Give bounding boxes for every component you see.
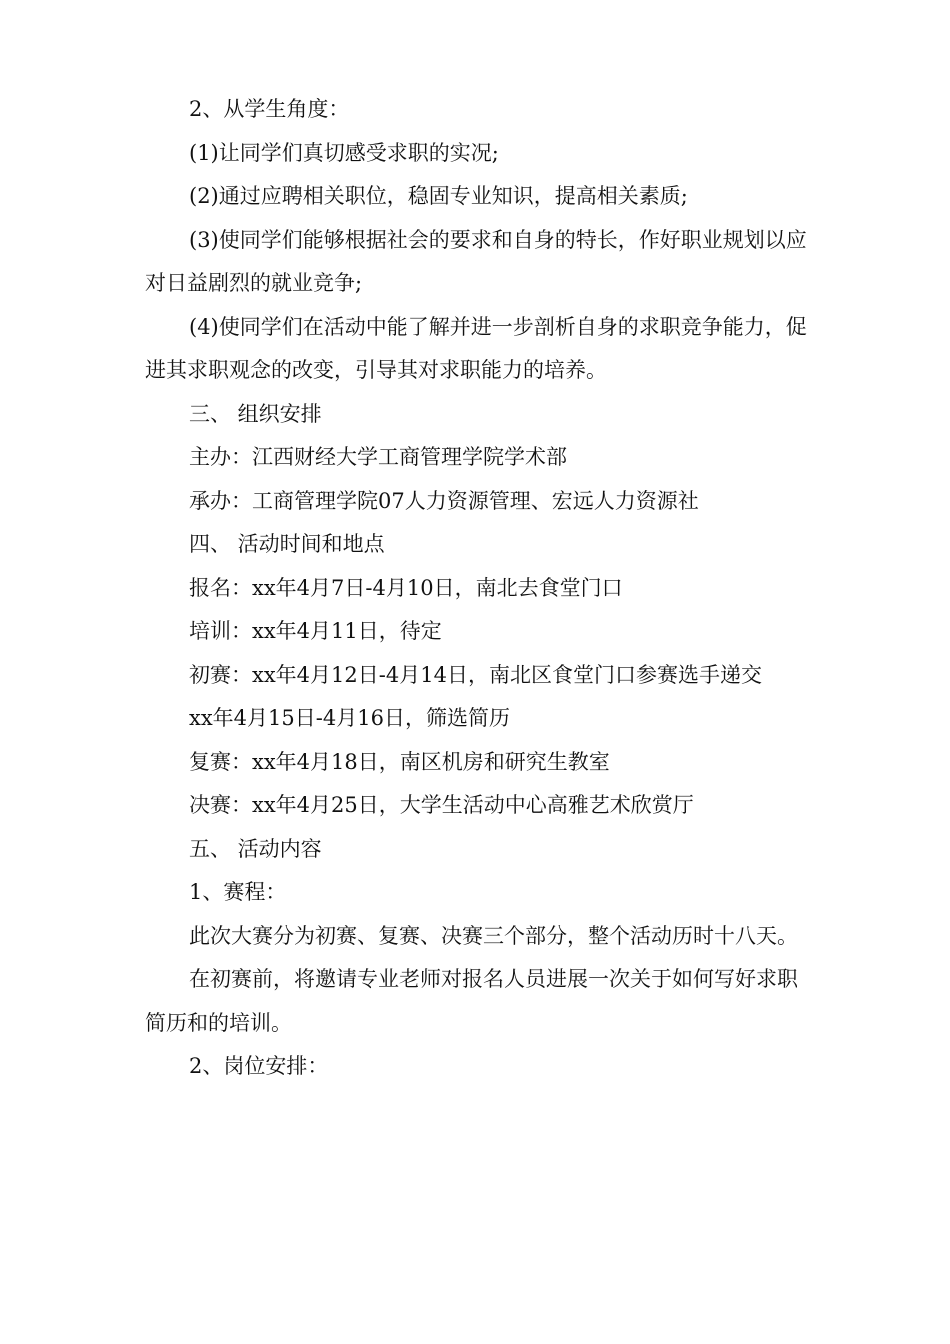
paragraph-screening: xx年4月15日-4月16日，筛选简历 bbox=[189, 706, 510, 730]
document-body bbox=[145, 88, 807, 1089]
paragraph-organizer: 承办：工商管理学院07人力资源管理、宏远人力资源社 bbox=[189, 488, 699, 513]
section-heading-content: 五、 活动内容 bbox=[189, 836, 322, 861]
paragraph-position-heading: 2、岗位安排： bbox=[189, 1054, 329, 1078]
paragraph-item-1: (1)让同学们真切感受求职的实况; bbox=[189, 140, 499, 165]
section-heading-organization: 三、 组织安排 bbox=[189, 401, 322, 426]
paragraph-semifinal: 复赛：xx年4月18日，南区机房和研究生教室 bbox=[189, 749, 610, 774]
paragraph-final: 决赛：xx年4月25日，大学生活动中心高雅艺术欣赏厅 bbox=[189, 793, 694, 817]
paragraph-training: 培训：xx年4月11日，待定 bbox=[189, 619, 442, 643]
paragraph-item-2: (2)通过应聘相关职位，稳固专业知识，提高相关素质; bbox=[189, 184, 688, 208]
paragraph-student-perspective-heading: 2、从学生角度： bbox=[189, 97, 350, 121]
paragraph-host: 主办：江西财经大学工商管理学院学术部 bbox=[189, 445, 567, 469]
paragraph-preliminary: 初赛：xx年4月12日-4月14日，南北区食堂门口参赛选手递交 bbox=[189, 662, 762, 687]
paragraph-item-3: (3)使同学们能够根据社会的要求和自身的特长，作好职业规划以应对日益剧烈的就业竞争; bbox=[145, 227, 807, 295]
paragraph-schedule-heading: 1、赛程： bbox=[189, 880, 287, 904]
paragraph-training-plan: 在初赛前，将邀请专业老师对报名人员进展一次关于如何写好求职简历和的培训。 bbox=[145, 967, 798, 1035]
paragraph-competition-overview: 此次大赛分为初赛、复赛、决赛三个部分，整个活动历时十八天。 bbox=[189, 923, 798, 948]
paragraph-registration: 报名：xx年4月7日-4月10日，南北去食堂门口 bbox=[189, 575, 623, 600]
paragraph-item-4: (4)使同学们在活动中能了解并进一步剖析自身的求职竞争能力，促进其求职观念的改变，引导其对求职能力的培养。 bbox=[145, 314, 807, 382]
section-heading-time-location: 四、 活动时间和地点 bbox=[189, 532, 385, 556]
